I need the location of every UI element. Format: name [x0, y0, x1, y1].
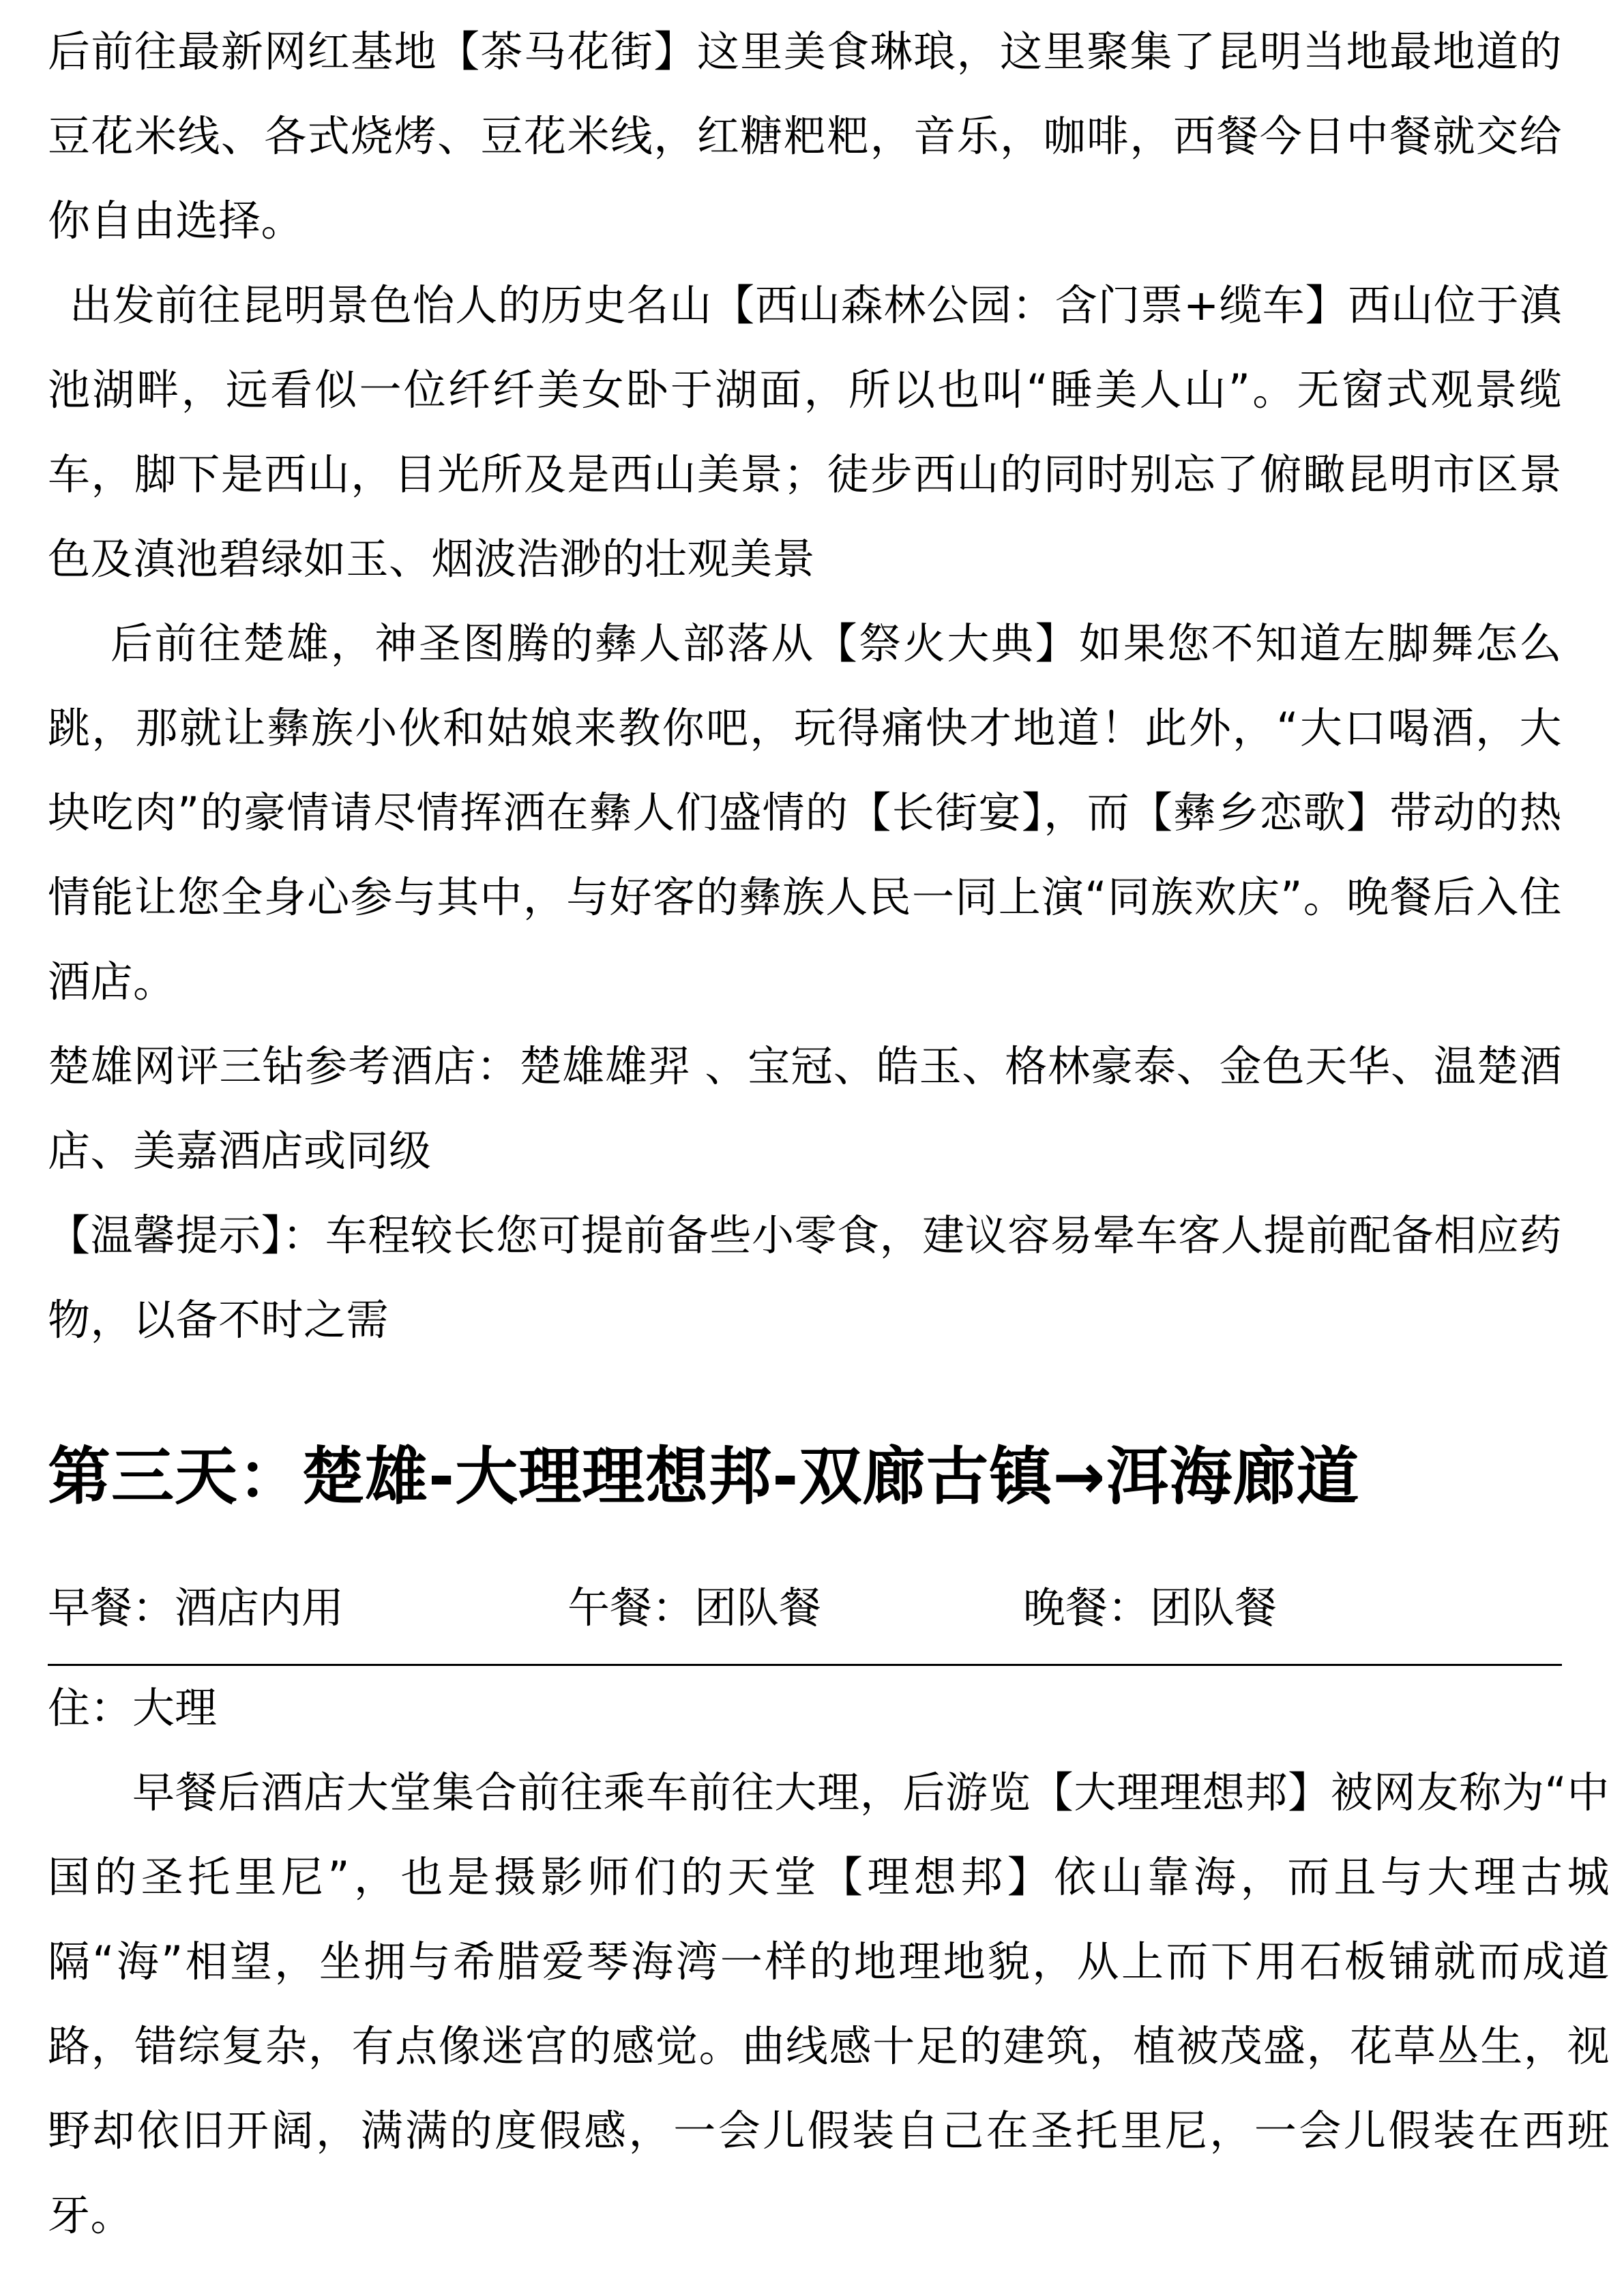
day-three-title: 第三天：楚雄-大理理想邦-双廊古镇→洱海廊道 [48, 1440, 1360, 1513]
stay-location: 住：大理 [48, 1683, 218, 1733]
paragraph-dali-ideal-state: 早餐后酒店大堂集合前往乘车前往大理，后游览【大理理想邦】被网友称为“中国的圣托里尼”，也是摄影师们的天堂【理想邦】依山靠海，而且与大理古城隔“海”相望，坐拥与希腊爱琴海湾一样的地理地貌，从上而下用石板铺就而成道路，错综复杂，有点像迷宫的感觉。曲线感十足的建筑，植被茂盛，花草丛生，视野却依旧开阔，满满的度假感，一会儿假装自己在圣托里尼，一会儿假装在西班牙。 [48, 1768, 1610, 2240]
paragraph-tea-horse-street: 后前往最新网红基地【茶马花街】这里美食琳琅，这里聚集了昆明当地最地道的豆花米线、各式烧烤、豆花米线，红糖粑粑，音乐，咖啡，西餐今日中餐就交给你自由选择。 [48, 27, 1562, 245]
paragraph-warm-tip: 【温馨提示】：车程较长您可提前备些小零食，建议容易晕车客人提前配备相应药物，以备不时之需 [48, 1210, 1562, 1345]
meal-breakfast: 早餐：酒店内用 [48, 1583, 344, 1632]
meals-row [48, 1566, 1562, 1650]
meal-dinner: 晚餐：团队餐 [1023, 1583, 1278, 1632]
paragraph-western-hills: 出发前往昆明景色怡人的历史名山【西山森林公园：含门票+缆车】西山位于滇池湖畔，远看似一位纤纤美女卧于湖面，所以也叫“睡美人山”。无窗式观景缆车，脚下是西山，目光所及是西山美景；徒步西山的同时别忘了俯瞰昆明市区景色及滇池碧绿如玉、烟波浩渺的壮观美景 [48, 280, 1562, 584]
meal-lunch: 午餐：团队餐 [567, 1583, 822, 1632]
paragraph-chuxiong-hotels: 楚雄网评三钻参考酒店：楚雄雄羿 、宝冠、皓玉、格林豪泰、金色天华、温楚酒店、美嘉酒店或同级 [48, 1041, 1562, 1176]
paragraph-chuxiong-fire-festival: 后前往楚雄，神圣图腾的彝人部落从【祭火大典】如果您不知道左脚舞怎么跳，那就让彝族小伙和姑娘来教你吧，玩得痛快才地道！此外，“大口喝酒，大块吃肉”的豪情请尽情挥洒在彝人们盛情的【长街宴】，而【彝乡恋歌】带动的热情能让您全身心参与其中，与好客的彝族人民一同上演“同族欢庆”。晚餐后入住酒店。 [48, 618, 1562, 1007]
